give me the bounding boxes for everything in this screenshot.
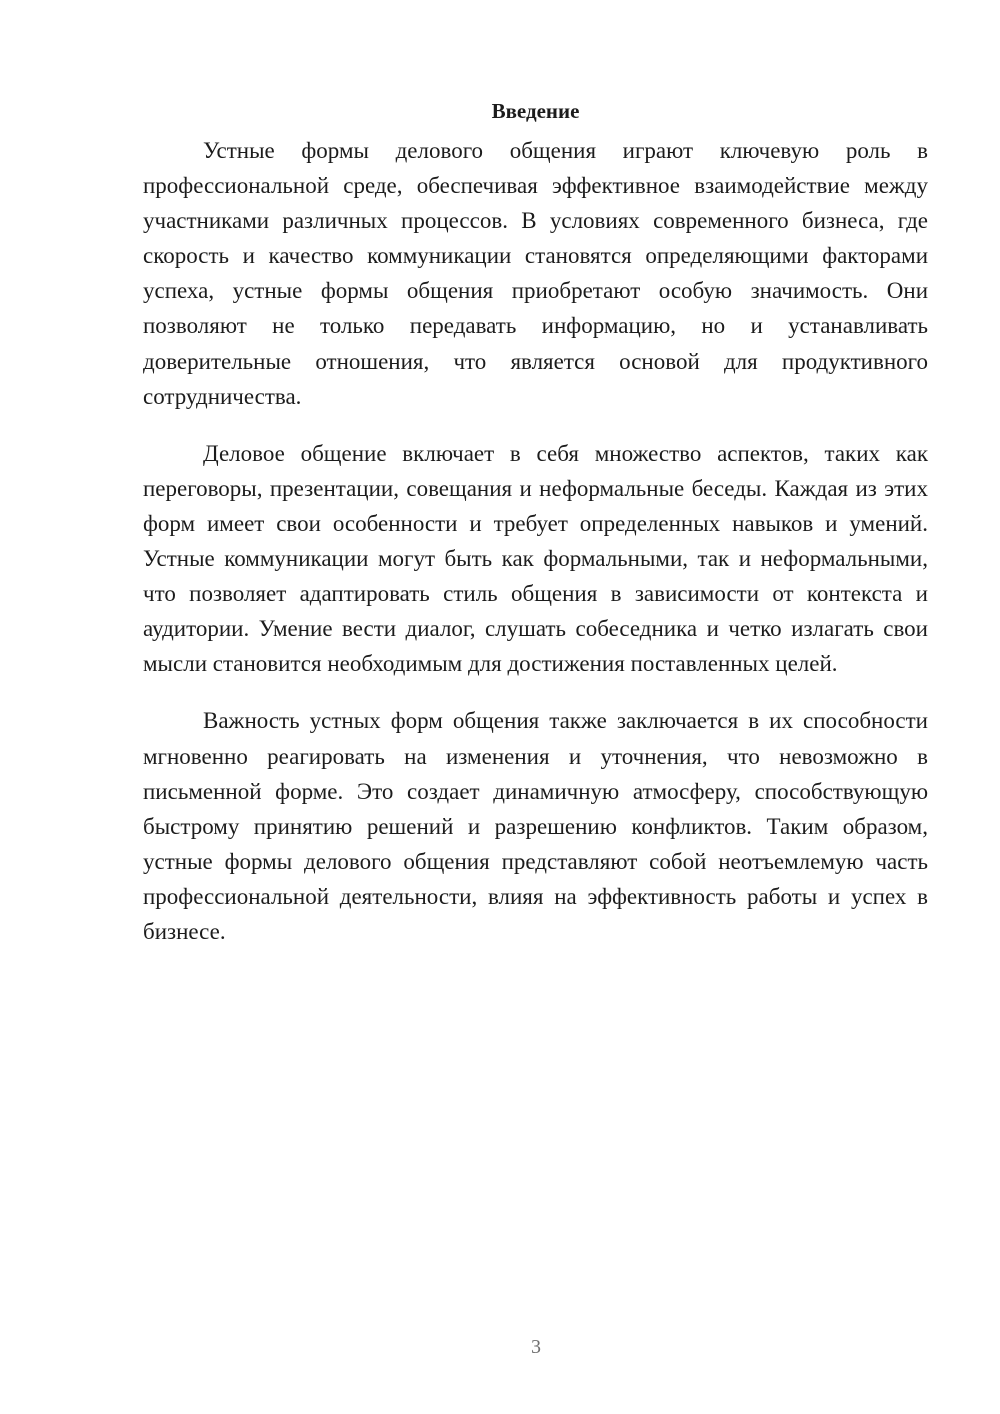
paragraph-1: Устные формы делового общения играют ключевую роль в профессиональной среде, обеспечивая эффективное взаимодействие между участниками различных процессов. В условиях современного бизнеса, где скорость и качество коммуникации становятся определяющими факторами успеха, устные формы общения приобретают особую значимость. Они позволяют не только передавать информацию, но и устанавливать доверительные отношения, что является основой для продуктивного сотрудничества. — [143, 138, 928, 409]
paragraph-2: Деловое общение включает в себя множество аспектов, таких как переговоры, презентации, совещания и неформальные беседы. Каждая из этих форм имеет свои особенности и требует определенных навыков и умений. Устные коммуникации могут быть как формальными, так и неформальными, что позволяет адаптировать стиль общения в зависимости от контекста и аудитории. Умение вести диалог, слушать собеседника и четко излагать свои мысли становится необходимым для достижения поставленных целей. — [143, 440, 928, 677]
page-content — [143, 97, 928, 971]
section-heading: Введение — [491, 99, 580, 123]
paragraph-3: Важность устных форм общения также заключается в их способности мгновенно реагировать на изменения и уточнения, что невозможно в письменной форме. Это создает динамичную атмосферу, способствующую быстрому принятию решений и разрешению конфликтов. Таким образом, устные формы делового общения представляют собой неотъемлемую часть профессиональной деятельности, влияя на эффективность работы и успех в бизнесе. — [143, 708, 928, 944]
page-number: 3 — [531, 1336, 541, 1358]
